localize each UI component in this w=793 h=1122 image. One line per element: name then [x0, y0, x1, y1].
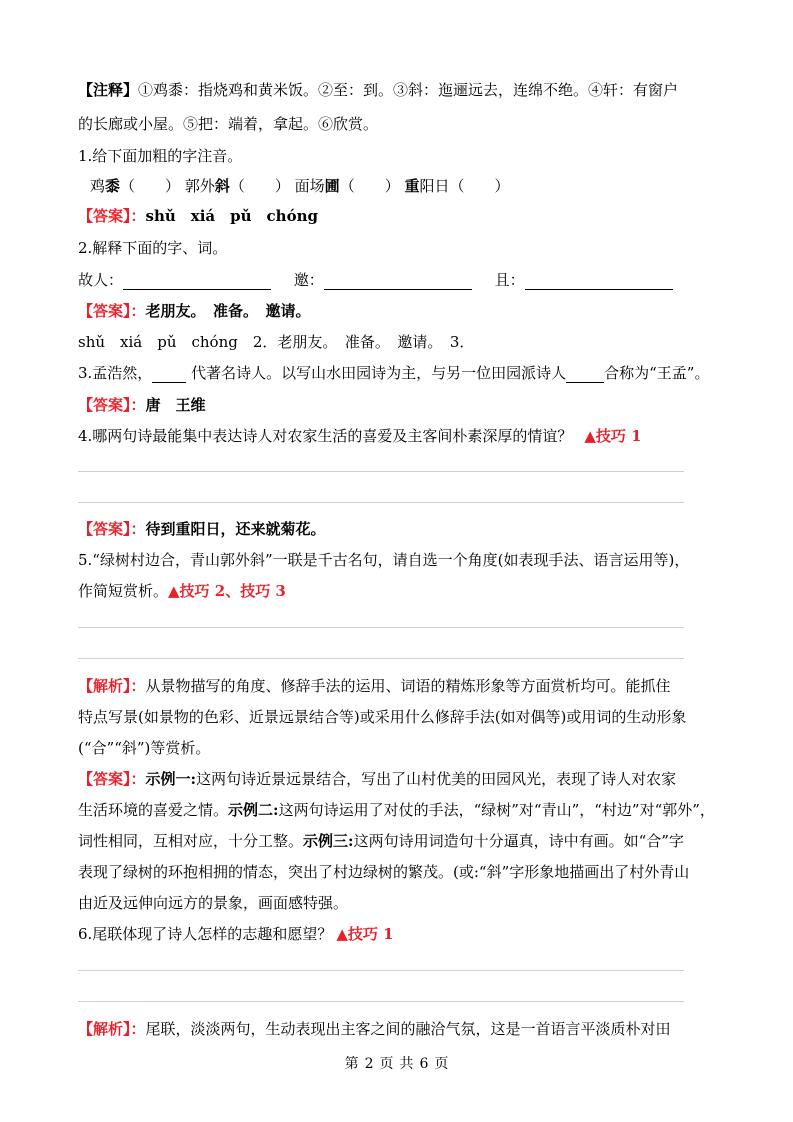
q6-tip: ▲技巧 1: [336, 925, 394, 943]
notes-text-2: 的长廊或小屋。⑤把：端着，拿起。⑥欣赏。: [78, 115, 379, 133]
q5-answer-3: 词性相同，互相对应，十分工整。示例三:这两句诗用词造句十分逼真，诗中有画。如“合”字: [78, 832, 684, 850]
answer-line: [78, 502, 684, 503]
q3-answer: [78, 395, 206, 415]
answer-line: [78, 627, 684, 628]
answer-label: 【答案】：: [78, 302, 146, 320]
q6-question: 6.尾联体现了诗人怎样的志趣和愿望？ ▲技巧 1: [78, 925, 394, 943]
q5-question-2: 作简短赏析。▲技巧 2、技巧 3: [78, 582, 286, 600]
q1-item-3: 面场圃（ ）: [294, 177, 400, 195]
page-footer: 第 2 页 共 6 页: [344, 1056, 449, 1072]
analysis-label: 【解析】：: [78, 1020, 146, 1038]
notes-text-1: ①鸡黍：指烧鸡和黄米饭。②至：到。③斜：迤逦远去，连绵不绝。④轩：有窗户: [138, 81, 679, 99]
q5-analysis-2: 特点写景(如景物的色彩、近景远景结合等)或采用什么修辞手法(如对偶等)或用词的生动形象: [78, 708, 687, 726]
q1-question: 1.给下面加粗的字注音。: [78, 147, 243, 165]
q2-answer-text: 老朋友。 准备。 邀请。: [145, 302, 311, 320]
q2-blank-1[interactable]: [123, 275, 271, 290]
page-total: 6: [419, 1056, 429, 1072]
q1-items: [90, 176, 510, 196]
q1-item-4: 重阳日（ ）: [404, 177, 510, 195]
q4-answer: [78, 519, 326, 539]
notes-line-1: [78, 80, 678, 100]
page-number: 2: [364, 1056, 374, 1072]
q5-question-1: 5.“绿树村边合，青山郭外斜”一联是千古名句，请自选一个角度(如表现手法、语言运用等)，: [78, 551, 690, 569]
q1-item-2: 郭外斜（ ）: [184, 177, 290, 195]
q5-answer-1: 【答案】：示例一:这两句诗近景远景结合，写出了山村优美的田园风光，表现了诗人对农家: [78, 770, 677, 788]
q4-question: 4.哪两句诗最能集中表达诗人对农家生活的喜爱及主客间朴素深厚的情谊？ ▲技巧 1: [78, 427, 642, 445]
q3-blank-2[interactable]: [566, 368, 604, 383]
q1-item-1: 鸡黍（ ）: [90, 177, 181, 195]
notes-line-2: [78, 114, 378, 134]
answer-label: 【答案】：: [78, 520, 146, 538]
q2-blank-2[interactable]: [324, 275, 472, 290]
q2-extra: shǔ xiá pǔ chóng 2．老朋友。 准备。 邀请。 3．: [78, 333, 475, 351]
answer-label: 【答案】：: [78, 770, 146, 788]
q5-answer-4: 表现了绿树的环抱相拥的情态，突出了村边绿树的繁茂。(或:“斜”字形象地描画出了村外青山: [78, 863, 690, 881]
q5-analysis-3: (“合”“斜”)等赏析。: [78, 739, 211, 757]
answer-label: 【答案】：: [78, 396, 146, 414]
answer-label: 【答案】：: [78, 207, 146, 225]
q3-question: 3.孟浩然， 代著名诗人。以写山水田园诗为主，与另一位田园派诗人 合称为“王孟”。: [78, 364, 710, 382]
q1-answer: [78, 206, 318, 226]
q4-tip: ▲技巧 1: [584, 427, 642, 445]
q1-answer-text: shǔ xiá pǔ chóng: [145, 207, 318, 225]
analysis-label: 【解析】：: [78, 677, 146, 695]
q6-analysis: 【解析】：尾联，淡淡两句，生动表现出主客之间的融洽气氛，这是一首语言平淡质朴对田: [78, 1020, 671, 1038]
q2-field-label-3: 且：: [494, 271, 525, 289]
q5-tip: ▲技巧 2、技巧 3: [168, 582, 286, 600]
q2-fields: [78, 270, 673, 290]
answer-line: [78, 471, 684, 472]
q2-answer: [78, 301, 311, 321]
q5-answer-2: 生活环境的喜爱之情。示例二:这两句诗运用了对仗的手法，“绿树”对“青山”，“村边”对“郭外”，: [78, 801, 715, 819]
notes-label: 【注释】: [78, 81, 139, 99]
answer-line: [78, 1001, 684, 1002]
q2-field-label-1: 故人：: [78, 271, 124, 289]
q2-blank-3[interactable]: [525, 275, 673, 290]
q5-analysis-1: 【解析】：从景物描写的角度、修辞手法的运用、词语的精炼形象等方面赏析均可。能抓住: [78, 677, 671, 695]
answer-line: [78, 658, 684, 659]
q3-blank-1[interactable]: [152, 368, 186, 383]
q5-answer-5: 由近及远伸向远方的景象，画面感特强。: [78, 894, 349, 912]
q2-field-label-2: 邀：: [293, 271, 324, 289]
q4-answer-text: 待到重阳日，还来就菊花。: [145, 520, 326, 538]
answer-line: [78, 970, 684, 971]
q3-answer-text: 唐 王维: [145, 396, 206, 414]
q2-question: 2.解释下面的字、词。: [78, 239, 228, 257]
